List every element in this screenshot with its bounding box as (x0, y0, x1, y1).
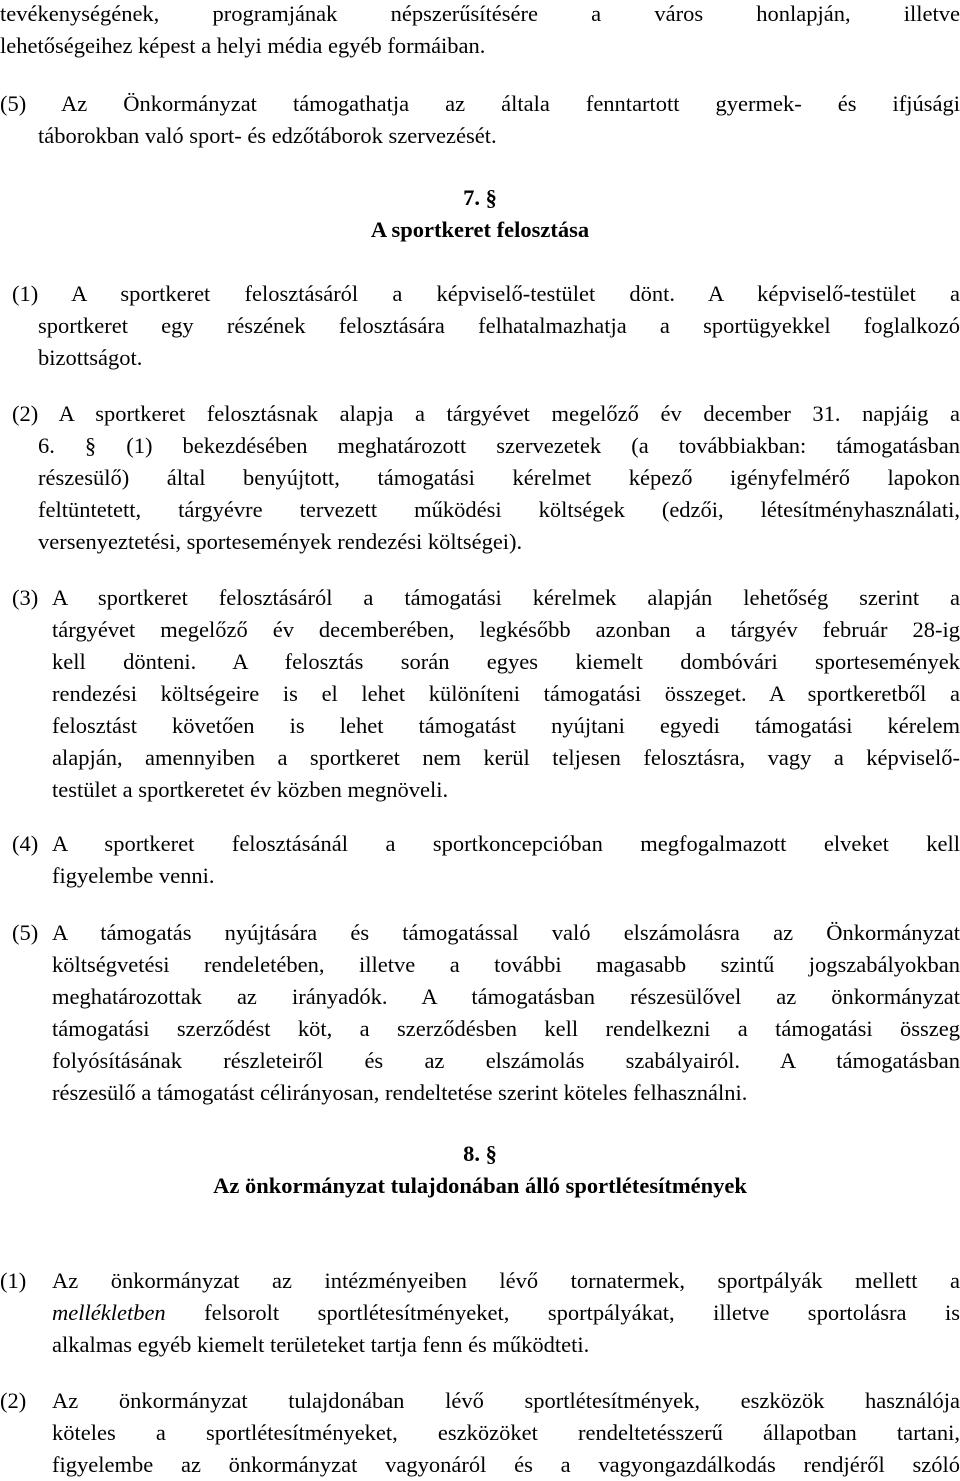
paragraph-7-2 (0, 398, 960, 558)
text-fragment: felsorolt sportlétesítményeket, sportpályákat, illetve sportolásra is (165, 1300, 960, 1325)
text-line: bizottságot. (38, 345, 143, 370)
text-line: alapján, amennyiben a sportkeret nem kerül teljesen felosztásra, vagy a képviselő- (52, 745, 960, 770)
text-line: támogatási szerződést köt, a szerződésben kell rendelkezni a támogatási összeg (52, 1016, 960, 1041)
paragraph-8-2 (0, 1385, 960, 1481)
text-line: figyelembe az önkormányzat vagyonáról és a vagyongazdálkodás rendjéről szóló (52, 1452, 960, 1477)
text-line: alkalmas egyéb kiemelt területeket tartja fenn és működteti. (52, 1332, 590, 1357)
paragraph-label: (5) (12, 920, 39, 945)
section-7-heading (0, 182, 960, 246)
paragraph-label: (3) (12, 585, 39, 610)
text-line: (2) A sportkeret felosztásnak alapja a tárgyévet megelőző év december 31. napjáig a (12, 401, 960, 426)
text-line: részesülő) által benyújtott, támogatási kérelmet képező igényfelmérő lapokon (38, 465, 960, 490)
text-line (52, 1297, 960, 1329)
text-line: meghatározottak az irányadók. A támogatásban részesülővel az önkormányzat (52, 984, 960, 1009)
paragraph-7-1 (0, 278, 960, 374)
text-line: A sportkeret felosztásánál a sportkoncepcióban megfogalmazott elveket kell (52, 831, 960, 856)
text-line: Az önkormányzat az intézményeiben lévő tornatermek, sportpályák mellett a (52, 1268, 960, 1293)
paragraph-6-5 (0, 88, 960, 152)
text-line: tevékenységének, programjának népszerűsítésére a város honlapján, illetve (0, 1, 960, 26)
text-line: táborokban való sport- és edzőtáborok szervezését. (38, 123, 497, 148)
text-line: kell dönteni. A felosztás során egyes kiemelt dombóvári sportesemények (52, 649, 960, 674)
text-line: részesülő a támogatást célirányosan, rendeltetése szerint köteles felhasználni. (52, 1080, 748, 1105)
text-line: versenyeztetési, sportesemények rendezési költségei). (38, 529, 523, 554)
paragraph-label: (4) (12, 831, 39, 856)
paragraph-7-5 (0, 917, 960, 1109)
text-line: tárgyévet megelőző év decemberében, legkésőbb azonban a tárgyév február 28-ig (52, 617, 960, 642)
paragraph-label: (2) (0, 1388, 27, 1413)
text-line: sportkeret egy részének felosztására felhatalmazhatja a sportügyekkel foglalkozó (38, 313, 960, 338)
text-line: költségvetési rendeletében, illetve a további magasabb szintű jogszabályokban (52, 952, 960, 977)
text-line: A sportkeret felosztásáról a támogatási kérelmek alapján lehetőség szerint a (52, 585, 960, 610)
text-line: rendezési költségeire is el lehet különíteni támogatási összeget. A sportkeretből a (52, 681, 960, 706)
paragraph-label: (1) (0, 1268, 27, 1293)
paragraph-8-1 (0, 1265, 960, 1361)
text-line: figyelembe venni. (52, 863, 215, 888)
section-number: 7. § (463, 185, 497, 210)
section-title: Az önkormányzat tulajdonában álló sportlétesítmények (213, 1173, 747, 1198)
paragraph-7-3 (0, 582, 960, 806)
text-line: Az önkormányzat tulajdonában lévő sportlétesítmények, eszközök használója (52, 1388, 960, 1413)
section-number: 8. § (463, 1141, 497, 1166)
section-title: A sportkeret felosztása (370, 217, 590, 242)
text-line: folyósításának részleteiről és az elszámolás szabályairól. A támogatásban (52, 1048, 960, 1073)
text-line: feltüntetett, tárgyévre tervezett működési költségek (edzői, létesítményhasználati, (38, 497, 960, 522)
paragraph-7-4 (0, 828, 960, 892)
paragraph-6-4-continuation (0, 0, 960, 62)
text-line: 6. § (1) bekezdésében meghatározott szervezetek (a továbbiakban: támogatásban (38, 433, 960, 458)
text-line: (1) A sportkeret felosztásáról a képviselő-testület dönt. A képviselő-testület a (12, 281, 960, 306)
annex-reference: mellékletben (52, 1300, 166, 1325)
text-line: testület a sportkeretet év közben megnöveli. (52, 777, 449, 802)
text-line: köteles a sportlétesítményeket, eszközöket rendeltetésszerű állapotban tartani, (52, 1420, 960, 1445)
text-line: felosztást követően is lehet támogatást nyújtani egyedi támogatási kérelem (52, 713, 960, 738)
section-8-heading (0, 1138, 960, 1202)
text-line: (5) Az Önkormányzat támogathatja az általa fenntartott gyermek- és ifjúsági (0, 91, 960, 116)
text-line: lehetőségeihez képest a helyi média egyéb formáiban. (0, 33, 486, 58)
text-line: A támogatás nyújtására és támogatással való elszámolásra az Önkormányzat (52, 920, 960, 945)
